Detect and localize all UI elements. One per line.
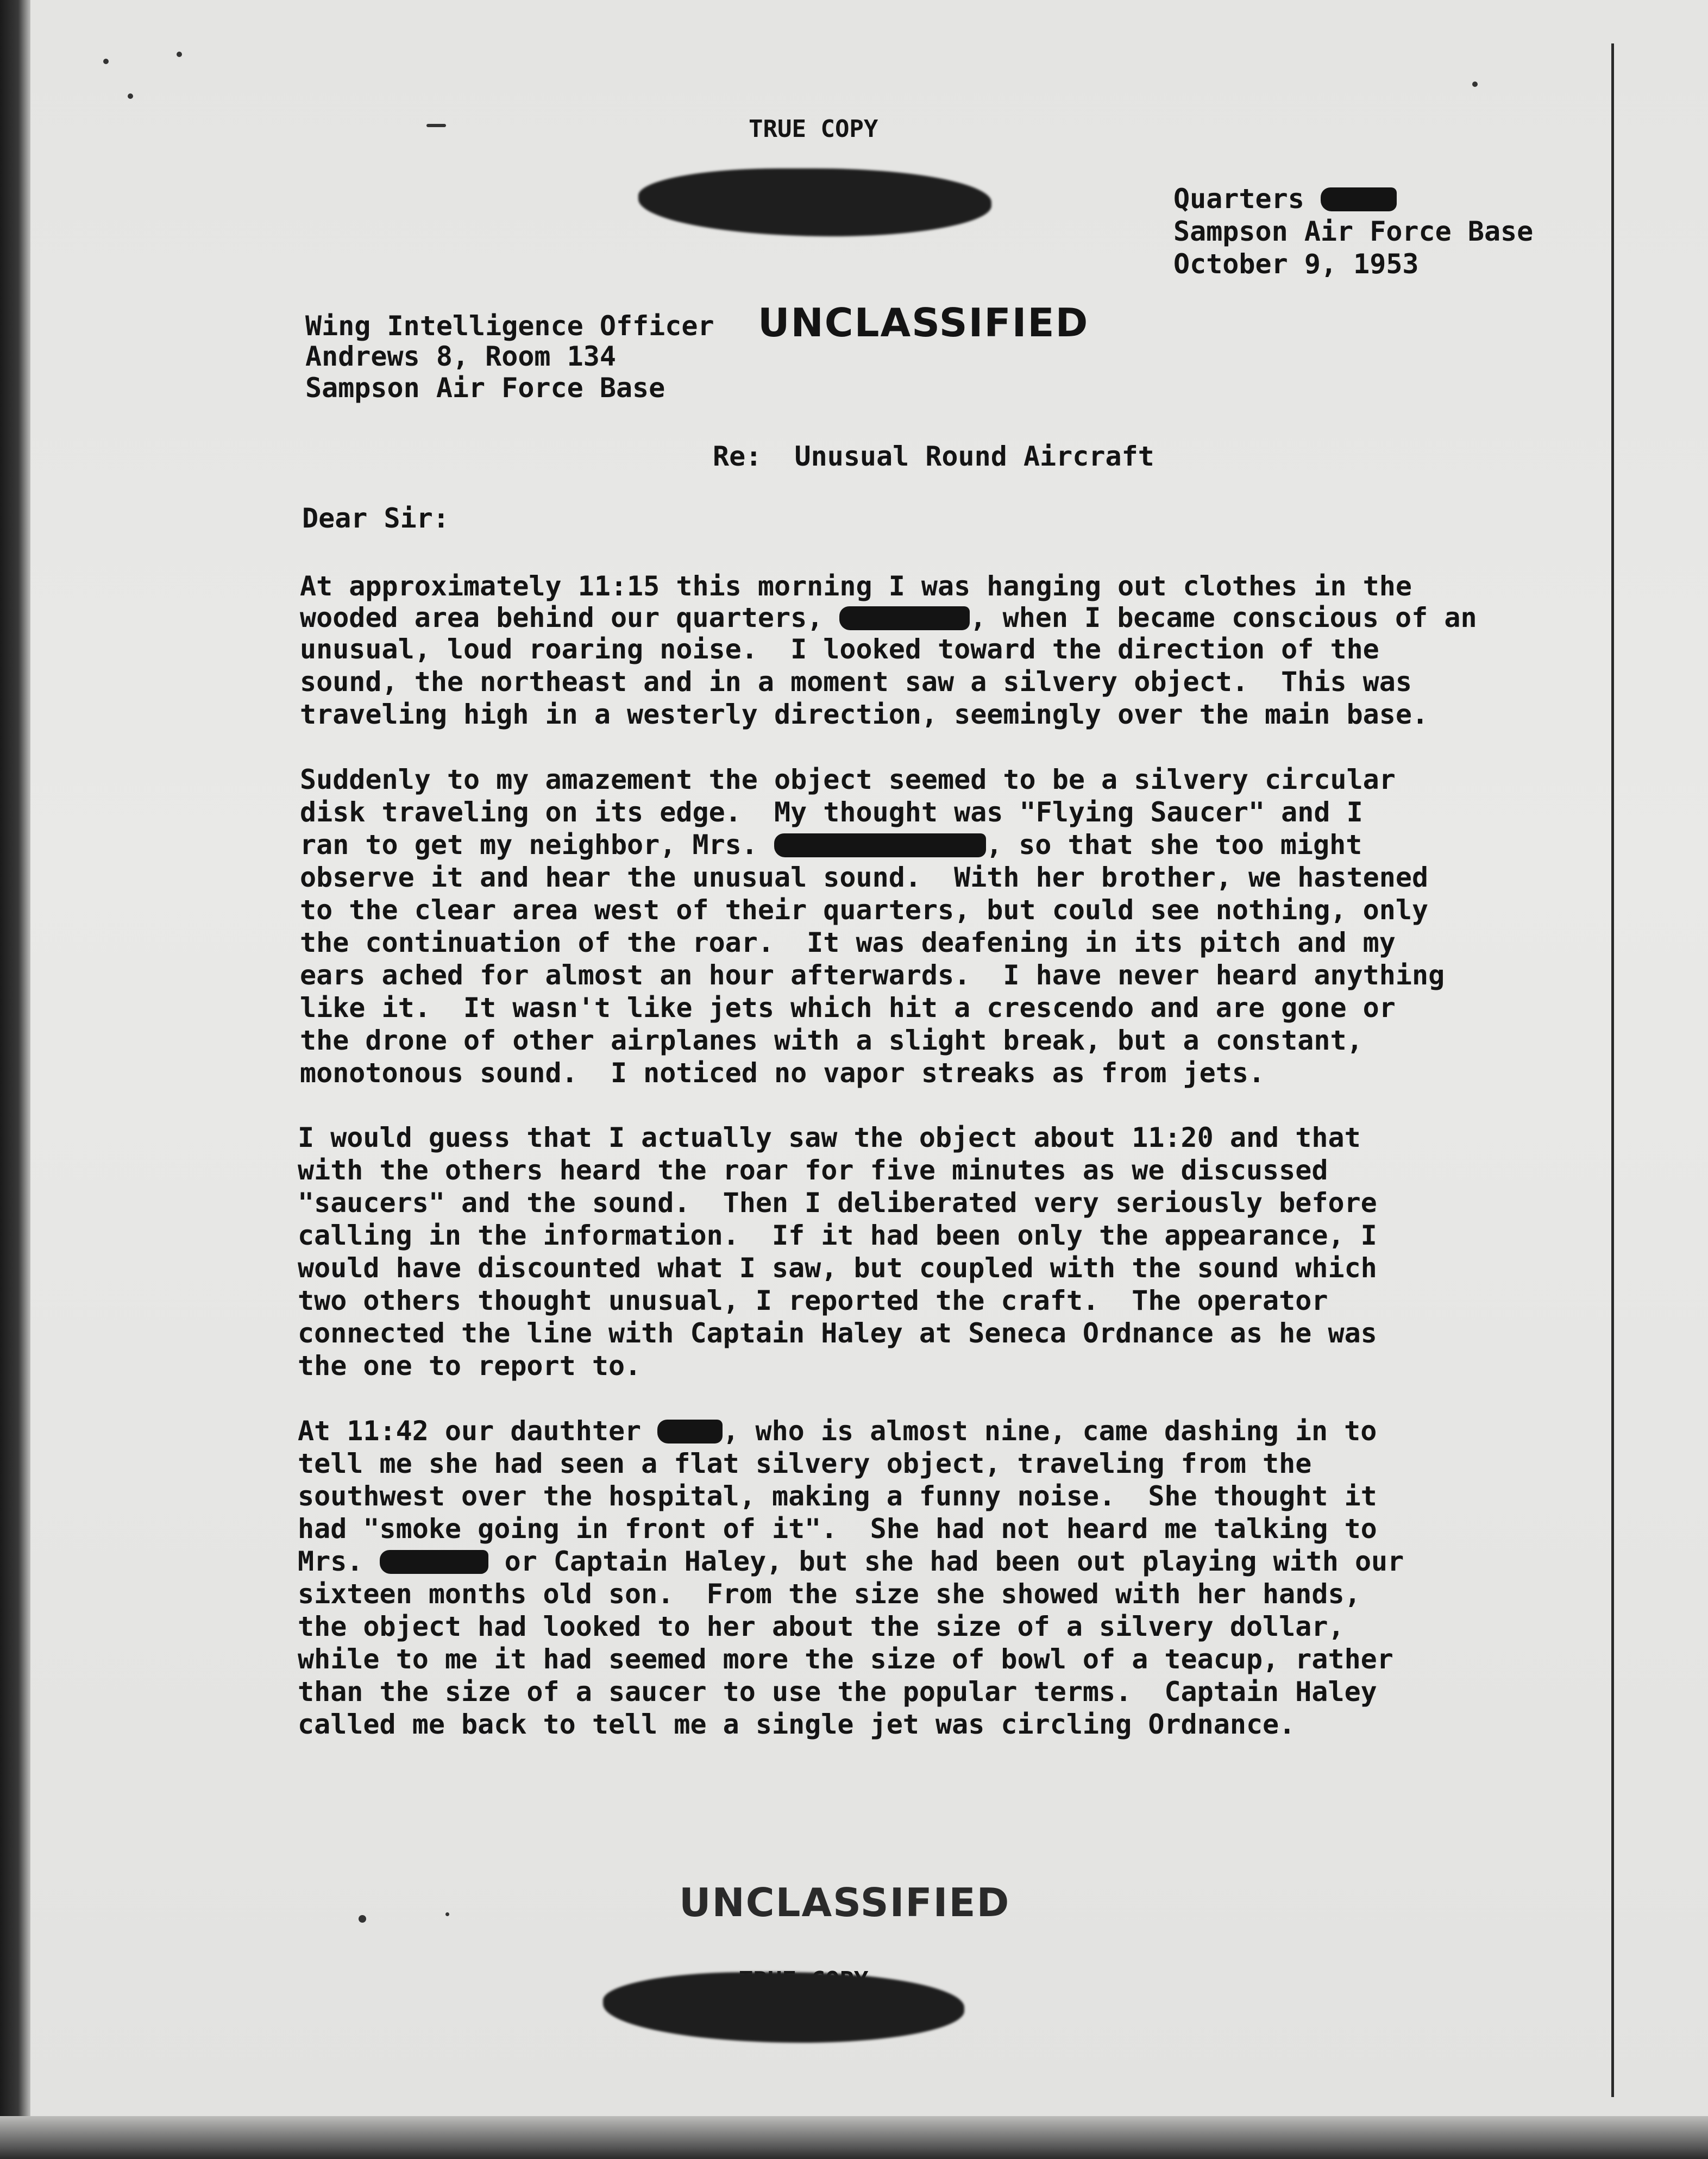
scan-speck — [103, 59, 109, 64]
scan-speck — [1472, 81, 1478, 87]
body-line: "saucers" and the sound. Then I deliberated very seriously before — [298, 1187, 1377, 1219]
body-line: At approximately 11:15 this morning I was hanging out clothes in the — [300, 570, 1412, 602]
body-line: would have discounted what I saw, but coupled with the sound which — [298, 1252, 1377, 1284]
scan-speck — [128, 93, 133, 99]
body-line: the drone of other airplanes with a slight break, but a constant, — [300, 1025, 1363, 1056]
body-line: Suddenly to my amazement the object seemed to be a silvery circular — [300, 764, 1396, 795]
body-line: like it. It wasn't like jets which hit a crescendo and are gone or — [300, 992, 1396, 1024]
subject-line: Re: Unusual Round Aircraft — [713, 441, 1154, 472]
body-line: had "smoke going in front of it". She had not heard me talking to — [298, 1513, 1377, 1545]
scan-bottom-edge — [0, 2116, 1708, 2159]
addressee-line: Sampson Air Force Base — [305, 372, 665, 404]
letter-date: October 9, 1953 — [1173, 248, 1419, 280]
scan-right-line — [1611, 43, 1614, 2097]
body-line: called me back to tell me a single jet was circling Ordnance. — [298, 1709, 1296, 1740]
body-line: to the clear area west of their quarters, but could see nothing, only — [300, 894, 1429, 926]
body-line: calling in the information. If it had been only the appearance, I — [298, 1220, 1377, 1251]
body-line: unusual, loud roaring noise. I looked toward the direction of the — [300, 633, 1379, 665]
body-line: the one to report to. — [298, 1350, 642, 1382]
body-line: tell me she had seen a flat silvery object, traveling from the — [298, 1448, 1312, 1479]
unclassified-stamp-bottom: UNCLASSIFIED — [679, 1880, 1010, 1925]
body-line: with the others heard the roar for five minutes as we discussed — [298, 1154, 1328, 1186]
addressee-line: Wing Intelligence Officer — [305, 310, 714, 342]
body-line: observe it and hear the unusual sound. With her brother, we hastened — [300, 862, 1429, 893]
body-line: ears ached for almost an hour afterwards. I have never heard anything — [300, 959, 1445, 991]
redaction-mark — [1321, 187, 1397, 211]
body-line: sound, the northeast and in a moment saw a silvery object. This was — [300, 666, 1412, 698]
body-line: monotonous sound. I noticed no vapor streaks as from jets. — [300, 1057, 1265, 1089]
scan-speck — [445, 1912, 449, 1916]
body-line: Mrs. or Captain Haley, but she had been out playing with our — [298, 1546, 1404, 1577]
body-line: I would guess that I actually saw the object about 11:20 and that — [298, 1122, 1361, 1153]
salutation: Dear Sir: — [302, 503, 449, 534]
body-line: traveling high in a westerly direction, seemingly over the main base. — [300, 699, 1429, 730]
scan-left-edge — [0, 0, 30, 2159]
body-line: wooded area behind our quarters, , when I became conscious of an — [300, 602, 1477, 633]
redaction-mark — [839, 606, 970, 630]
body-line: than the size of a saucer to use the popular terms. Captain Haley — [298, 1676, 1377, 1708]
redaction-mark — [774, 833, 986, 857]
addressee-line: Andrews 8, Room 134 — [305, 341, 616, 372]
body-line: two others thought unusual, I reported the craft. The operator — [298, 1285, 1328, 1316]
body-line: connected the line with Captain Haley at Seneca Ordnance as he was — [298, 1317, 1377, 1349]
scan-speck — [359, 1915, 366, 1923]
true-copy-header: TRUE COPY — [749, 115, 878, 143]
body-line: At 11:42 our dauthter , who is almost nine, came dashing in to — [298, 1415, 1377, 1447]
body-line: the continuation of the roar. It was deafening in its pitch and my — [300, 927, 1396, 958]
redaction-block — [603, 1972, 964, 2043]
redaction-mark — [657, 1420, 723, 1443]
redaction-mark — [380, 1550, 488, 1574]
body-line: southwest over the hospital, making a funny noise. She thought it — [298, 1480, 1377, 1512]
unclassified-stamp: UNCLASSIFIED — [758, 300, 1089, 346]
scan-speck — [426, 124, 446, 127]
body-line: the object had looked to her about the size of a silvery dollar, — [298, 1611, 1345, 1642]
body-line: sixteen months old son. From the size she showed with her hands, — [298, 1578, 1361, 1610]
sender-base: Sampson Air Force Base — [1173, 216, 1534, 247]
body-line: ran to get my neighbor, Mrs. , so that she too might — [300, 829, 1362, 861]
redaction-block — [638, 168, 991, 236]
sender-quarters: Quarters — [1173, 183, 1397, 215]
scan-speck — [177, 52, 182, 57]
body-line: disk traveling on its edge. My thought was "Flying Saucer" and I — [300, 796, 1363, 828]
body-line: while to me it had seemed more the size of bowl of a teacup, rather — [298, 1643, 1393, 1675]
